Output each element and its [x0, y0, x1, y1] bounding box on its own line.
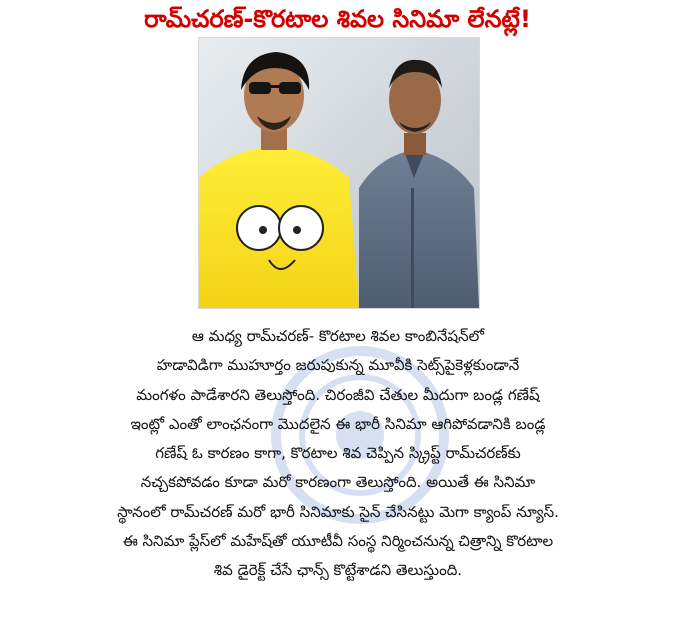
- headline: రామ్‌చరణ్-కొరటాల శివల సినిమా లేనట్లే!: [144, 5, 531, 33]
- news-photo: [198, 37, 480, 309]
- article-line: స్థానంలో రామ్‌చరణ్ మరో భారీ సినిమాకు సైన్ చేసినట్టు మెగా క్యాంప్ న్యూస్.: [117, 502, 559, 521]
- article-line: నచ్చకపోవడం కూడా మరో కారణంగా తెలుస్తోంది. అయితే ఈ సినిమా: [140, 473, 536, 492]
- article-line: గణేష్ ఓ కారణం కాగా, కొరటాల శివ చెప్పిన స్క్రిప్ట్ రామ్‌చరణ్‌కు: [155, 444, 521, 463]
- article-line: ఈ సినిమా ప్లేస్‌లో మహేష్‌తో యూటీవీ సంస్థ నిర్మించనున్న చిత్రాన్ని కొరటాల: [122, 532, 554, 551]
- article-line: శివ డైరెక్ట్ చేసే ఛాన్స్ కొట్టేశాడని తెలుస్తుంది.: [213, 561, 463, 580]
- article-line: మంగళం పాడేశారని తెలుస్తోంది. చిరంజీవి చేతుల మీదుగా బండ్ల గణేష్: [136, 385, 540, 404]
- article-line: ఇంట్లో ఎంతో లాంఛనంగా మొదలైన ఈ భారీ సినిమా ఆగిపోవడానికి బండ్ల: [130, 414, 546, 433]
- article-body: [40, 322, 636, 586]
- article-line: ఆ మధ్య రామ్‌చరణ్- కొరటాల శివల కాంబినేషన్‌లో: [191, 327, 485, 345]
- article-line: హడావిడిగా ముహూర్తం జరుపుకున్న మూవీకి సెట్స్‌పైకెళ్లకుండానే: [156, 356, 520, 375]
